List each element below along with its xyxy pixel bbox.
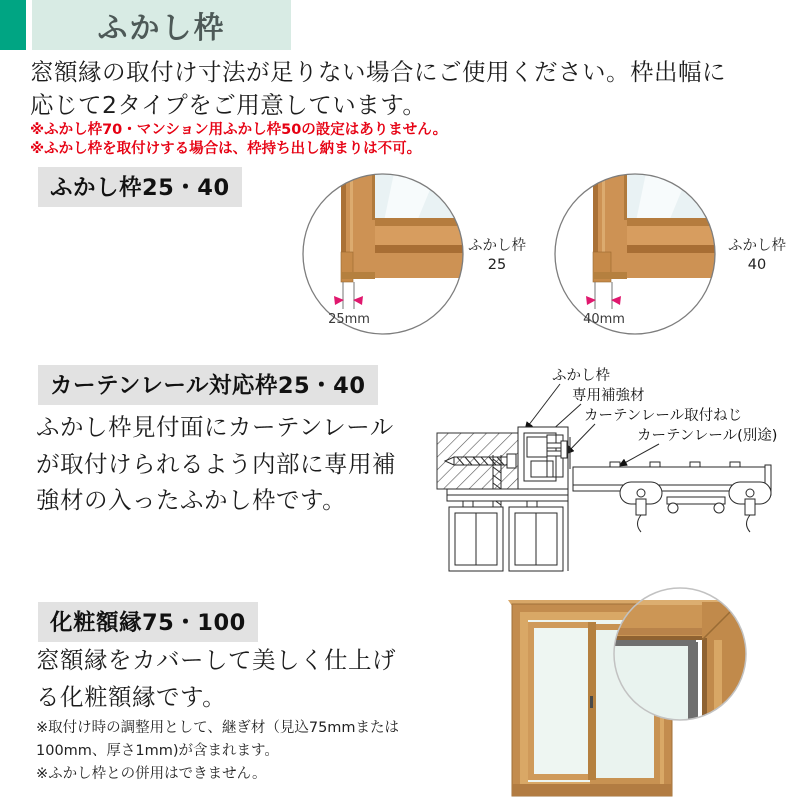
runner-link: [667, 497, 725, 513]
kesho-note-1: ※取付け時の調整用として、継ぎ材（見込75mmまたは: [36, 720, 400, 736]
heading-curtain-rail: カーテンレール対応枠25・40: [38, 365, 378, 405]
heading-kesho-gakubuchi: 化粧額縁75・100: [38, 602, 258, 642]
intro-line-2: 応じて2タイプをご用意しています。: [30, 91, 427, 119]
fukashi-40-label-line2: 40: [747, 257, 767, 273]
kesho-body-line2: る化粧額縁です。: [36, 682, 227, 711]
teal-accent-block: [0, 0, 26, 50]
intro-line-1: 窓額縁の取付け寸法が足りない場合にご使用ください。枠出幅に: [30, 58, 726, 86]
page-title: ふかし枠: [97, 11, 226, 46]
dimension-25mm: 25mm: [328, 312, 370, 327]
fukashi-25-label-line1: ふかし枠: [468, 238, 526, 254]
heading-fukashi-25-40: ふかし枠25・40: [38, 167, 242, 207]
curtain-runner-right: [729, 482, 771, 532]
window-handle: [590, 696, 593, 708]
kesho-body-line1: 窓額縁をカバーして美しく仕上げ: [36, 646, 396, 674]
intro-warning-notes: [30, 121, 447, 159]
intro-paragraph: [30, 56, 726, 122]
fukashi-25-diagram: [297, 168, 537, 348]
title-band: [32, 0, 291, 50]
kesho-body-text: [36, 642, 396, 715]
leader-arrow-fukashi: [525, 384, 560, 430]
label-rail-screw: カーテンレール取付ねじ: [584, 408, 743, 424]
kesho-note-3: ※ふかし枠との併用はできません。: [36, 766, 267, 782]
curtain-rail-cross-section-diagram: [435, 357, 800, 600]
frame-corner-illustration: [297, 168, 477, 348]
dimension-40mm: 40mm: [583, 312, 625, 327]
label-reinforcement: 専用補強材: [572, 388, 645, 404]
curtain-body-line3: 強材の入ったふかし枠です。: [36, 486, 347, 514]
frame-corner-illustration: [545, 168, 730, 348]
kesho-notes: [36, 717, 399, 786]
label-fukashi-frame: ふかし枠: [552, 368, 610, 384]
warning-note-1: ※ふかし枠70・マンション用ふかし枠50の設定はありません。: [30, 122, 448, 138]
window-photo: [498, 588, 800, 800]
kesho-note-2: 100mm、厚さ1mm)が含まれます。: [36, 743, 279, 759]
fukashi-40-diagram: [545, 168, 795, 348]
fukashi-40-label-line1: ふかし枠: [728, 238, 786, 254]
fukashi-frame-profile: [518, 427, 568, 491]
fukashi-25-label-line2: 25: [487, 257, 507, 273]
curtain-body-text: [36, 409, 396, 519]
window-sash-section: [447, 489, 568, 571]
curtain-body-line2: が取付けられるよう内部に専用補: [36, 449, 396, 478]
curtain-runner-left: [620, 482, 662, 532]
warning-note-2: ※ふかし枠を取付けする場合は、枠持ち出し納まりは不可。: [30, 141, 422, 157]
curtain-body-line1: ふかし枠見付面にカーテンレール: [36, 413, 394, 441]
label-curtain-rail: カーテンレール(別途): [637, 428, 778, 444]
